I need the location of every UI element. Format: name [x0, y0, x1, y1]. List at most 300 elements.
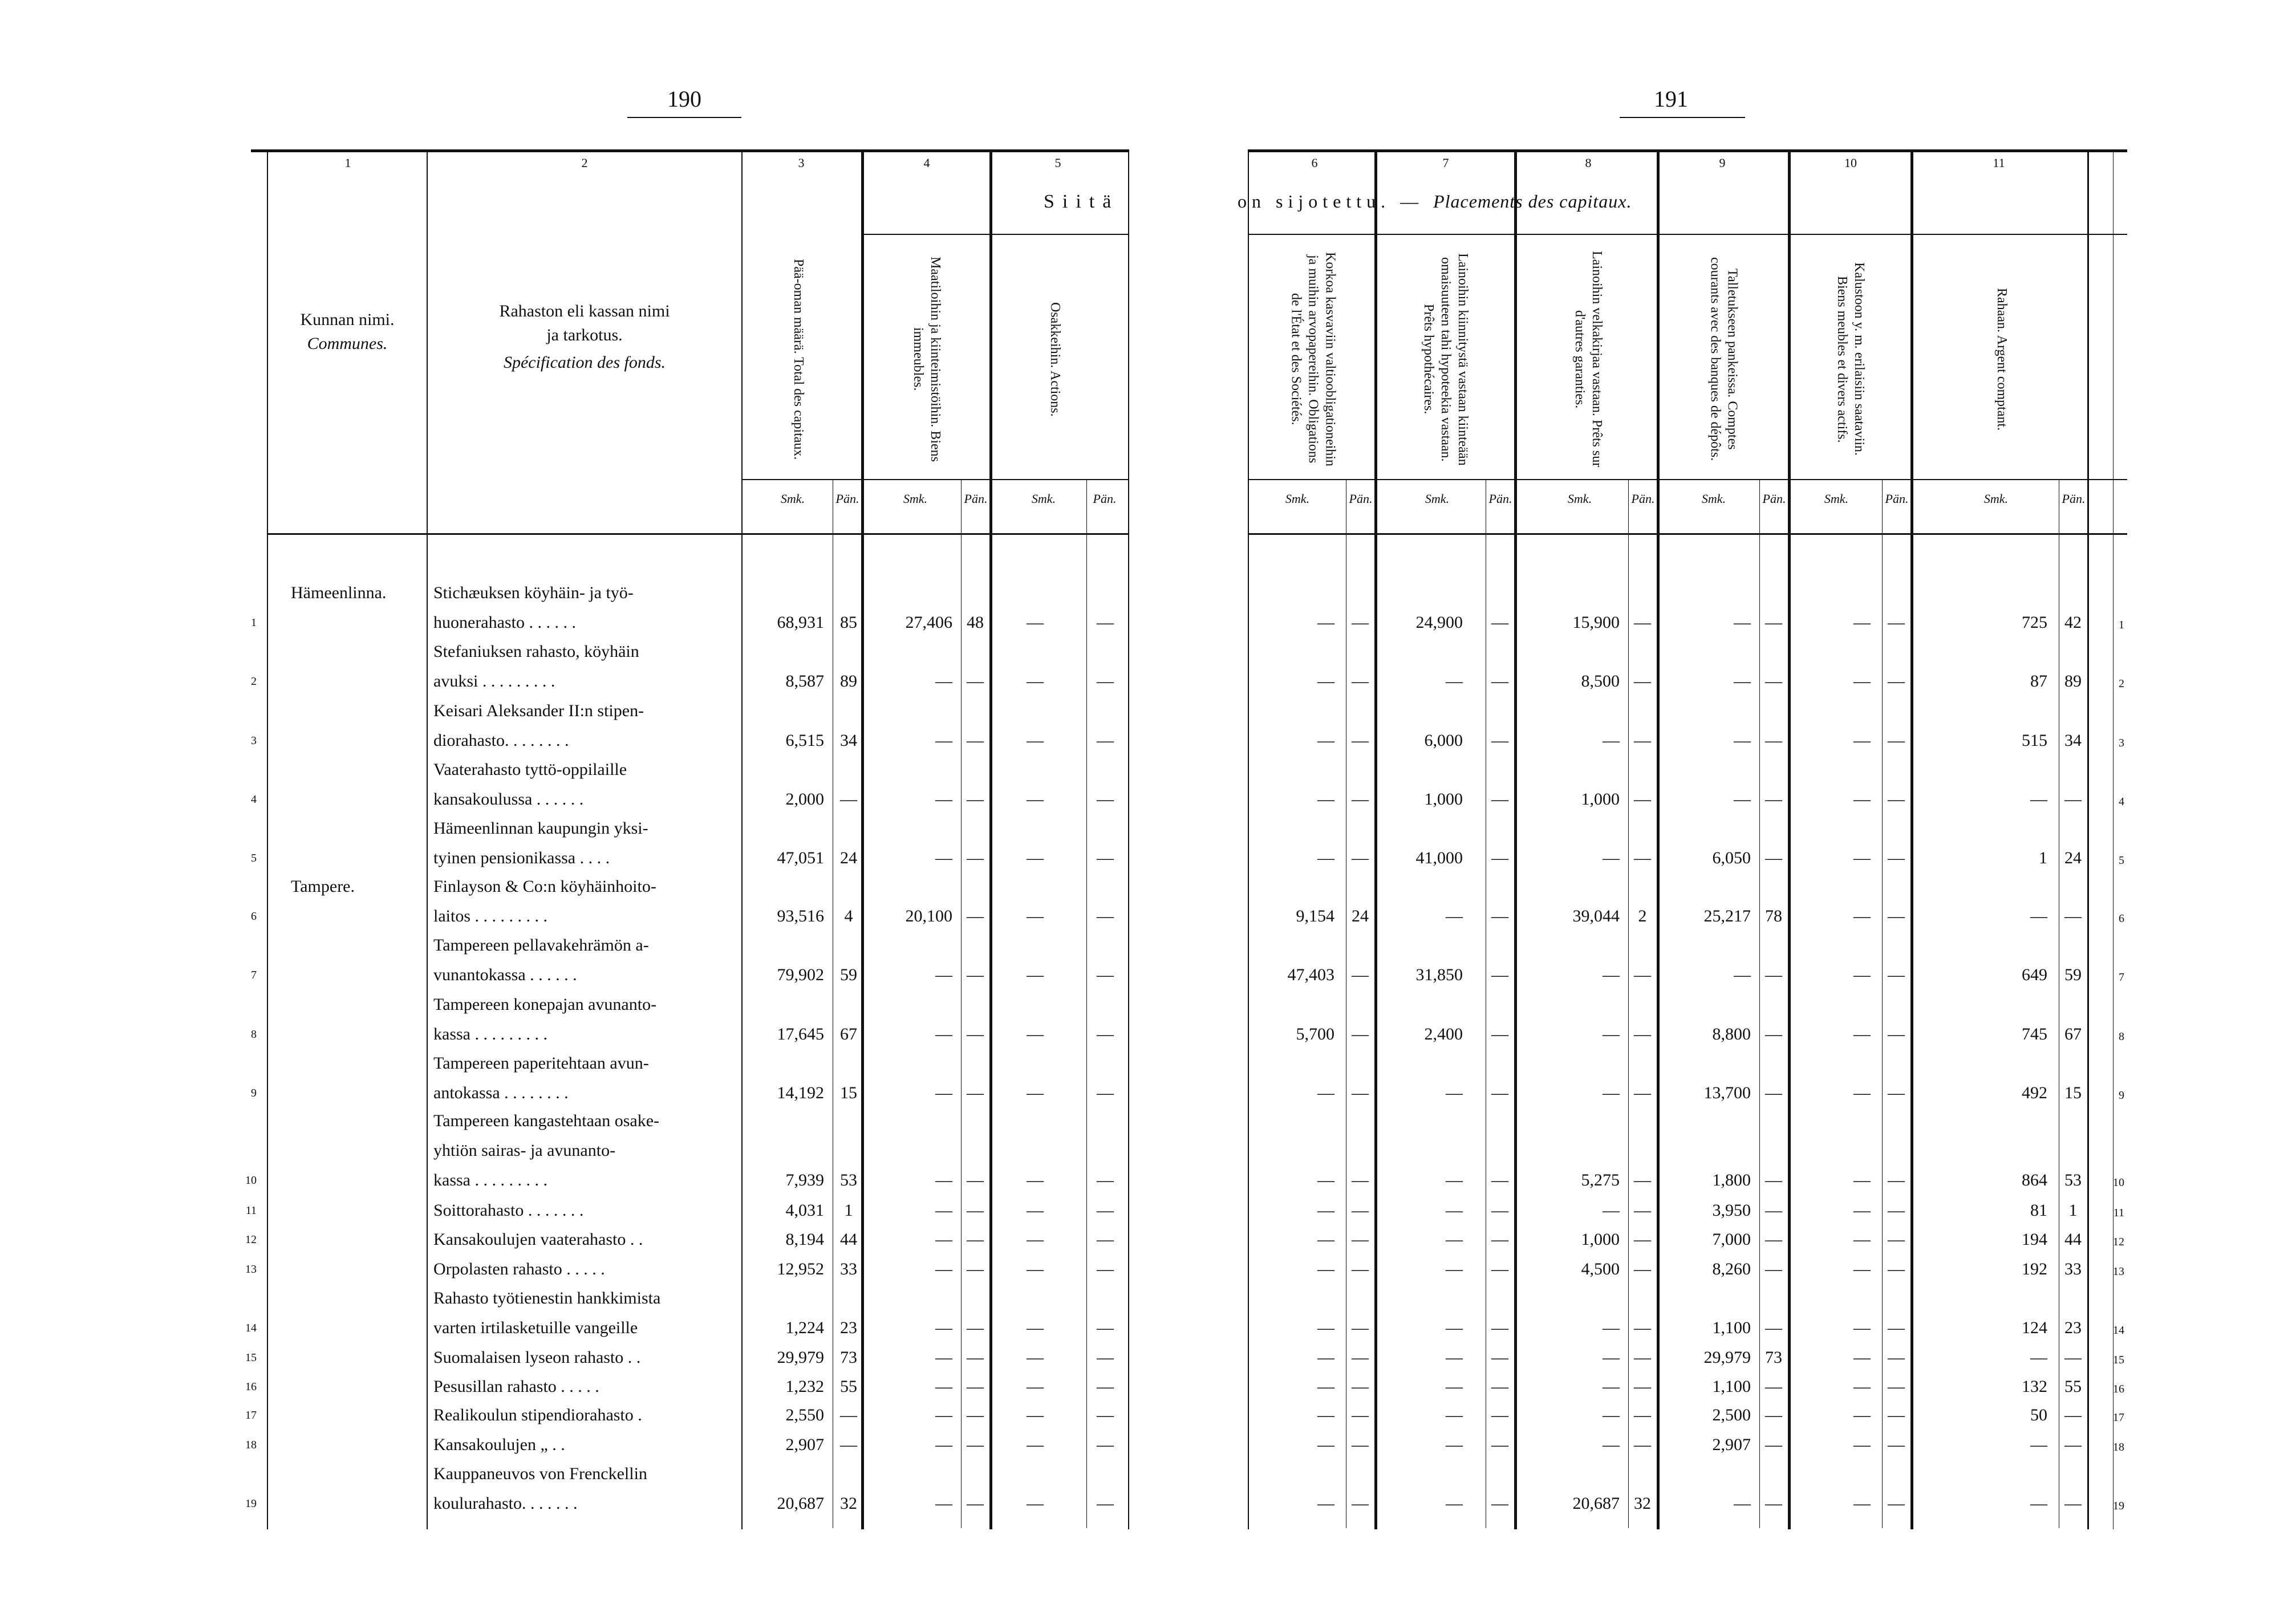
value-col8: — [1603, 1318, 1620, 1337]
value-col8: — [1603, 731, 1620, 750]
penni-col10: — [1888, 731, 1905, 750]
col-number: 4 [923, 156, 930, 170]
value-col8: — [1603, 1201, 1620, 1220]
value-col3: 14,192 [777, 1083, 824, 1102]
penni-col3: 33 [840, 1260, 857, 1278]
page-number-underline [627, 117, 741, 118]
penni-col9: — [1765, 672, 1782, 691]
value-col9: 1,800 [1712, 1171, 1751, 1189]
fund-name: Pesusillan rahasto . . . . . [433, 1377, 599, 1396]
value-col11: 132 [2022, 1377, 2047, 1396]
penni-col4: — [967, 1260, 984, 1278]
value-col7: — [1446, 672, 1463, 691]
col-rule [1882, 479, 1883, 1528]
fund-name: Suomalaisen lyseon rahasto . . [433, 1348, 641, 1367]
value-col11: — [2030, 1348, 2047, 1367]
row-number: 3 [251, 734, 257, 747]
fund-name-line: Tampereen paperitehtaan avun- [433, 1054, 649, 1073]
value-col10: — [1853, 1171, 1871, 1189]
value-col3: 4,031 [785, 1201, 824, 1220]
value-col9: 1,100 [1712, 1318, 1751, 1337]
unit-p: Pän. [1488, 492, 1512, 506]
value-col7: 6,000 [1424, 731, 1463, 750]
left-header-bottom-rule [268, 533, 1129, 535]
unit-mk: Smk. [1983, 492, 2009, 506]
penni-col4: — [967, 1318, 984, 1337]
value-col10: — [1853, 1435, 1871, 1454]
penni-col10: — [1888, 1406, 1905, 1424]
fund-name-line: Rahasto työtienestin hankkimista [433, 1289, 661, 1308]
penni-col8: — [1634, 1377, 1651, 1396]
fund-name-line: Kauppaneuvos von Frenckellin [433, 1464, 647, 1483]
penni-col8: — [1634, 1201, 1651, 1220]
value-col5: — [1027, 672, 1044, 691]
penni-col11: 42 [2064, 613, 2082, 632]
penni-col4: — [967, 672, 984, 691]
value-col5: — [1027, 965, 1044, 984]
value-col4: — [935, 1230, 952, 1249]
col-number: 10 [1844, 156, 1857, 170]
penni-col5: — [1097, 907, 1114, 925]
penni-col7: — [1491, 1435, 1508, 1454]
unit-p: Pän. [1631, 492, 1655, 506]
penni-col3: 53 [840, 1171, 857, 1189]
row-number-right: 15 [2113, 1354, 2124, 1366]
value-col5: — [1027, 613, 1044, 632]
row-number-right: 18 [2113, 1441, 2124, 1453]
row-number: 8 [251, 1028, 257, 1041]
penni-col7: — [1491, 1083, 1508, 1102]
penni-col10: — [1888, 1201, 1905, 1220]
penni-col9: — [1765, 1377, 1782, 1396]
penni-col3: — [840, 1406, 857, 1424]
value-col4: — [935, 790, 952, 809]
siita-header: Siitä [1044, 191, 1119, 212]
header-col2-fi-2: ja tarkotus. [546, 326, 623, 344]
value-col7: 41,000 [1415, 848, 1463, 867]
value-col8: — [1603, 1083, 1620, 1102]
unit-p: Pän. [1885, 492, 1909, 506]
value-col11: 492 [2022, 1083, 2047, 1102]
penni-col8: — [1634, 731, 1651, 750]
penni-col6: — [1352, 1406, 1369, 1424]
value-col5: — [1027, 848, 1044, 867]
commune-name: Tampere. [291, 877, 355, 896]
value-col7: — [1446, 907, 1463, 925]
penni-col6: — [1352, 1377, 1369, 1396]
penni-col9: — [1765, 1494, 1782, 1513]
row-number: 1 [251, 616, 257, 629]
penni-col8: — [1634, 672, 1651, 691]
penni-col8: — [1634, 965, 1651, 984]
row-number-right: 6 [2119, 912, 2124, 925]
penni-col11: 24 [2064, 848, 2082, 867]
penni-col3: 32 [840, 1494, 857, 1513]
penni-col3: 44 [840, 1230, 857, 1249]
penni-col6: — [1352, 1494, 1369, 1513]
row-number: 18 [245, 1439, 257, 1451]
penni-col9: — [1765, 1260, 1782, 1278]
penni-col5: — [1097, 1318, 1114, 1337]
penni-col10: — [1888, 1171, 1905, 1189]
penni-col8: — [1634, 1025, 1651, 1044]
col-number: 11 [1993, 156, 2005, 170]
penni-col4: — [967, 907, 984, 925]
col-number: 1 [344, 156, 351, 170]
commune-name: Hämeenlinna. [291, 583, 387, 602]
col-number: 5 [1054, 156, 1061, 170]
value-col11: — [2030, 907, 2047, 925]
penni-col11: 89 [2064, 672, 2082, 691]
penni-col7: — [1491, 1230, 1508, 1249]
header-communes [268, 308, 427, 356]
value-col3: 7,939 [785, 1171, 824, 1189]
value-col7: — [1446, 1318, 1463, 1337]
value-col4: — [935, 1083, 952, 1102]
penni-col9: — [1765, 1230, 1782, 1249]
value-col10: — [1853, 1083, 1871, 1102]
value-col3: 29,979 [777, 1348, 824, 1367]
value-col6: — [1317, 1435, 1334, 1454]
penni-col10: — [1888, 1318, 1905, 1337]
value-col6: — [1317, 1260, 1334, 1278]
fund-name: laitos . . . . . . . . . [433, 907, 547, 925]
row-number: 9 [251, 1087, 257, 1099]
value-col9: — [1734, 672, 1751, 691]
value-col7: — [1446, 1230, 1463, 1249]
fund-name-line: Hämeenlinnan kaupungin yksi- [433, 819, 648, 838]
fund-name: vunantokassa . . . . . . [433, 965, 577, 984]
value-col6: — [1317, 848, 1334, 867]
penni-col3: 23 [840, 1318, 857, 1337]
value-col6: — [1317, 1201, 1334, 1220]
value-col8: 4,500 [1581, 1260, 1620, 1278]
value-col4: — [935, 1435, 952, 1454]
value-col7: — [1446, 1406, 1463, 1424]
value-col10: — [1853, 1406, 1871, 1424]
penni-col7: — [1491, 672, 1508, 691]
penni-col5: — [1097, 613, 1114, 632]
penni-col8: 2 [1638, 907, 1647, 925]
penni-col5: — [1097, 1348, 1114, 1367]
penni-col4: — [967, 1201, 984, 1220]
penni-col11: 33 [2064, 1260, 2082, 1278]
value-col9: 13,700 [1703, 1083, 1751, 1102]
penni-col3: 67 [840, 1025, 857, 1044]
fund-name: diorahasto. . . . . . . . [433, 731, 569, 750]
penni-col11: 67 [2064, 1025, 2082, 1044]
value-col5: — [1027, 1260, 1044, 1278]
value-col9: 8,800 [1712, 1025, 1751, 1044]
col-rule [1910, 149, 1913, 1529]
row-number: 12 [245, 1233, 257, 1246]
penni-col11: 15 [2064, 1083, 2082, 1102]
penni-col4: — [967, 790, 984, 809]
page-number-right: 191 [1654, 86, 1688, 112]
header-col2-fr: Spécification des fonds. [503, 353, 666, 372]
row-number-right: 13 [2113, 1265, 2124, 1278]
penni-col7: — [1491, 1260, 1508, 1278]
value-col8: 20,687 [1572, 1494, 1620, 1513]
value-col4: — [935, 1318, 952, 1337]
header-col11: Rahaan. Argent comptant. [1994, 287, 2009, 431]
placements-rule [1249, 234, 2127, 235]
value-col9: 6,050 [1712, 848, 1751, 867]
unit-p: Pän. [835, 492, 859, 506]
col-number: 3 [798, 156, 805, 170]
value-col4: — [935, 848, 952, 867]
value-col3: 12,952 [777, 1260, 824, 1278]
value-col6: — [1317, 1230, 1334, 1249]
penni-col10: — [1888, 672, 1905, 691]
penni-col11: 1 [2068, 1201, 2078, 1220]
value-col5: — [1027, 1318, 1044, 1337]
fund-name: Realikoulun stipendiorahasto . [433, 1406, 642, 1424]
header-col1-fi: Kunnan nimi. [300, 310, 395, 329]
penni-col10: — [1888, 965, 1905, 984]
value-col9: 2,907 [1712, 1435, 1751, 1454]
penni-col7: — [1491, 1377, 1508, 1396]
value-col4: — [935, 1201, 952, 1220]
row-number-right: 17 [2113, 1411, 2124, 1424]
fund-name: antokassa . . . . . . . . [433, 1083, 569, 1102]
penni-col9: — [1765, 1025, 1782, 1044]
penni-col9: 78 [1765, 907, 1782, 925]
penni-col3: 89 [840, 672, 857, 691]
value-col7: — [1446, 1201, 1463, 1220]
penni-col10: — [1888, 1348, 1905, 1367]
value-col4: — [935, 1494, 952, 1513]
value-col6: — [1317, 1377, 1334, 1396]
siita-rule [861, 234, 1129, 235]
value-col11: 649 [2022, 965, 2047, 984]
value-col4: — [935, 1377, 952, 1396]
col-rule [267, 149, 268, 1529]
penni-col7: — [1491, 613, 1508, 632]
col-rule [1086, 479, 1087, 1528]
value-col3: 17,645 [777, 1025, 824, 1044]
penni-col4: — [967, 848, 984, 867]
penni-col5: — [1097, 1377, 1114, 1396]
value-col11: — [2030, 1435, 2047, 1454]
header-col5: Osakkeihin. Actions. [1048, 302, 1062, 417]
value-col3: 20,687 [777, 1494, 824, 1513]
value-col7: — [1446, 1377, 1463, 1396]
value-col7: 2,400 [1424, 1025, 1463, 1044]
header-col8: Lainoihin velkakirjaa vastaan. Prêts sur d'autres garanties. [1572, 251, 1604, 468]
row-number: 13 [245, 1263, 257, 1276]
value-col9: 29,979 [1703, 1348, 1751, 1367]
value-col6: — [1317, 790, 1334, 809]
value-col5: — [1027, 1377, 1044, 1396]
row-number-right: 3 [2119, 737, 2124, 749]
value-col5: — [1027, 1083, 1044, 1102]
penni-col9: — [1765, 1171, 1782, 1189]
penni-col4: — [967, 1406, 984, 1424]
penni-col10: — [1888, 1435, 1905, 1454]
value-col9: — [1734, 1494, 1751, 1513]
penni-col11: 59 [2064, 965, 2082, 984]
header-col4: Maatiloihin ja kiinteimistöihin. Biens immeubles. [911, 257, 943, 462]
unit-p: Pän. [1762, 492, 1786, 506]
unit-mk: Smk. [1425, 492, 1450, 506]
penni-col8: — [1634, 848, 1651, 867]
value-col7: 24,900 [1415, 613, 1463, 632]
penni-col4: — [967, 1025, 984, 1044]
penni-col10: — [1888, 790, 1905, 809]
row-number-right: 4 [2119, 795, 2124, 808]
value-col4: — [935, 1171, 952, 1189]
value-col5: — [1027, 1171, 1044, 1189]
value-col3: 79,902 [777, 965, 824, 984]
penni-col6: — [1352, 1435, 1369, 1454]
penni-col11: 23 [2064, 1318, 2082, 1337]
penni-col7: — [1491, 1494, 1508, 1513]
value-col5: — [1027, 1230, 1044, 1249]
penni-col11: — [2064, 790, 2082, 809]
value-col7: — [1446, 1083, 1463, 1102]
penni-col8: — [1634, 1406, 1651, 1424]
unit-p: Pän. [2062, 492, 2086, 506]
value-col9: — [1734, 731, 1751, 750]
value-col5: — [1027, 907, 1044, 925]
penni-col11: — [2064, 1435, 2082, 1454]
value-col5: — [1027, 1025, 1044, 1044]
value-col3: 1,232 [785, 1377, 824, 1396]
unit-mk: Smk. [1285, 492, 1310, 506]
page-number-left: 190 [667, 86, 701, 112]
header-col10: Kalustoon y. m. erilaisiin saataviin. Biens meubles et divers actifs. [1835, 262, 1867, 456]
value-col10: — [1853, 1260, 1871, 1278]
unit-mk: Smk. [903, 492, 928, 506]
value-col8: — [1603, 1406, 1620, 1424]
unit-mk: Smk. [1701, 492, 1726, 506]
value-col11: 87 [2030, 672, 2047, 691]
value-col8: — [1603, 1377, 1620, 1396]
value-col5: — [1027, 1435, 1044, 1454]
placements-header [1238, 191, 1632, 212]
value-col11: 725 [2022, 613, 2047, 632]
fund-name-line: Stichæuksen köyhäin- ja työ- [433, 583, 634, 602]
value-col6: — [1317, 1171, 1334, 1189]
penni-col6: — [1352, 848, 1369, 867]
penni-col4: — [967, 1494, 984, 1513]
unit-p: Pän. [1349, 492, 1373, 506]
value-col5: — [1027, 790, 1044, 809]
penni-col11: — [2064, 1406, 2082, 1424]
penni-col8: — [1634, 790, 1651, 809]
penni-col3: 34 [840, 731, 857, 750]
penni-col10: — [1888, 907, 1905, 925]
penni-col4: — [967, 1230, 984, 1249]
value-col11: 124 [2022, 1318, 2047, 1337]
col-number: 7 [1442, 156, 1449, 170]
value-col11: 194 [2022, 1230, 2047, 1249]
value-col3: 93,516 [777, 907, 824, 925]
fund-name: kansakoulussa . . . . . . [433, 790, 584, 809]
header-fund-name [428, 299, 741, 375]
penni-col10: — [1888, 1260, 1905, 1278]
value-col6: — [1317, 1494, 1334, 1513]
penni-col10: — [1888, 1230, 1905, 1249]
value-col4: — [935, 1348, 952, 1367]
penni-col9: — [1765, 1083, 1782, 1102]
fund-name: avuksi . . . . . . . . . [433, 672, 555, 691]
fund-name: Kansakoulujen „ . . [433, 1435, 565, 1454]
penni-col7: — [1491, 1348, 1508, 1367]
value-col5: — [1027, 1201, 1044, 1220]
value-col10: — [1853, 907, 1871, 925]
row-number-right: 1 [2119, 619, 2124, 631]
value-col10: — [1853, 613, 1871, 632]
penni-col4: — [967, 1435, 984, 1454]
penni-col9: — [1765, 1406, 1782, 1424]
row-number: 11 [245, 1204, 257, 1217]
value-col7: — [1446, 1348, 1463, 1367]
row-number: 15 [245, 1351, 257, 1364]
penni-col10: — [1888, 1377, 1905, 1396]
left-top-rule [251, 149, 1129, 152]
penni-col10: — [1888, 1494, 1905, 1513]
fund-name: Orpolasten rahasto . . . . . [433, 1260, 605, 1278]
value-col7: 1,000 [1424, 790, 1463, 809]
penni-col11: 53 [2064, 1171, 2082, 1189]
penni-col5: — [1097, 672, 1114, 691]
fund-name-line: Finlayson & Co:n köyhäinhoito- [433, 877, 656, 896]
penni-col5: — [1097, 848, 1114, 867]
penni-col6: — [1352, 1348, 1369, 1367]
unit-mk: Smk. [1824, 492, 1849, 506]
value-col11: 192 [2022, 1260, 2047, 1278]
penni-col6: — [1352, 613, 1369, 632]
unit-mk: Smk. [1031, 492, 1056, 506]
penni-col4: — [967, 731, 984, 750]
penni-col9: 73 [1765, 1348, 1782, 1367]
col-rule [1759, 479, 1760, 1528]
right-header-bottom-rule [1249, 533, 2127, 535]
penni-col9: — [1765, 790, 1782, 809]
penni-col6: — [1352, 1025, 1369, 1044]
penni-col3: — [840, 1435, 857, 1454]
header-col9: Talletukseen pankeissa. Comptes courants avec des banques de dépôts. [1707, 257, 1740, 461]
penni-col6: 24 [1352, 907, 1369, 925]
value-col5: — [1027, 1494, 1044, 1513]
row-number: 6 [251, 910, 257, 923]
right-top-rule [1249, 149, 2127, 152]
unit-p: Pän. [964, 492, 988, 506]
penni-col3: 24 [840, 848, 857, 867]
penni-col10: — [1888, 613, 1905, 632]
row-number: 14 [245, 1322, 257, 1334]
value-col6: 5,700 [1296, 1025, 1334, 1044]
penni-col4: — [967, 1377, 984, 1396]
value-col3: 6,515 [785, 731, 824, 750]
penni-col5: — [1097, 1083, 1114, 1102]
penni-col3: 4 [844, 907, 853, 925]
row-number: 17 [245, 1409, 257, 1422]
col-rule [2087, 149, 2089, 1529]
value-col10: — [1853, 1201, 1871, 1220]
fund-name-line: Keisari Aleksander II:n stipen- [433, 701, 644, 720]
penni-col3: 55 [840, 1377, 857, 1396]
row-number: 16 [245, 1380, 257, 1393]
row-number-right: 8 [2119, 1030, 2124, 1043]
value-col7: 31,850 [1415, 965, 1463, 984]
penni-col3: 15 [840, 1083, 857, 1102]
placements-fi: on sijotettu. — [1238, 191, 1424, 212]
value-col9: 8,260 [1712, 1260, 1751, 1278]
fund-name-line: Vaaterahasto tyttö-oppilaille [433, 760, 627, 779]
